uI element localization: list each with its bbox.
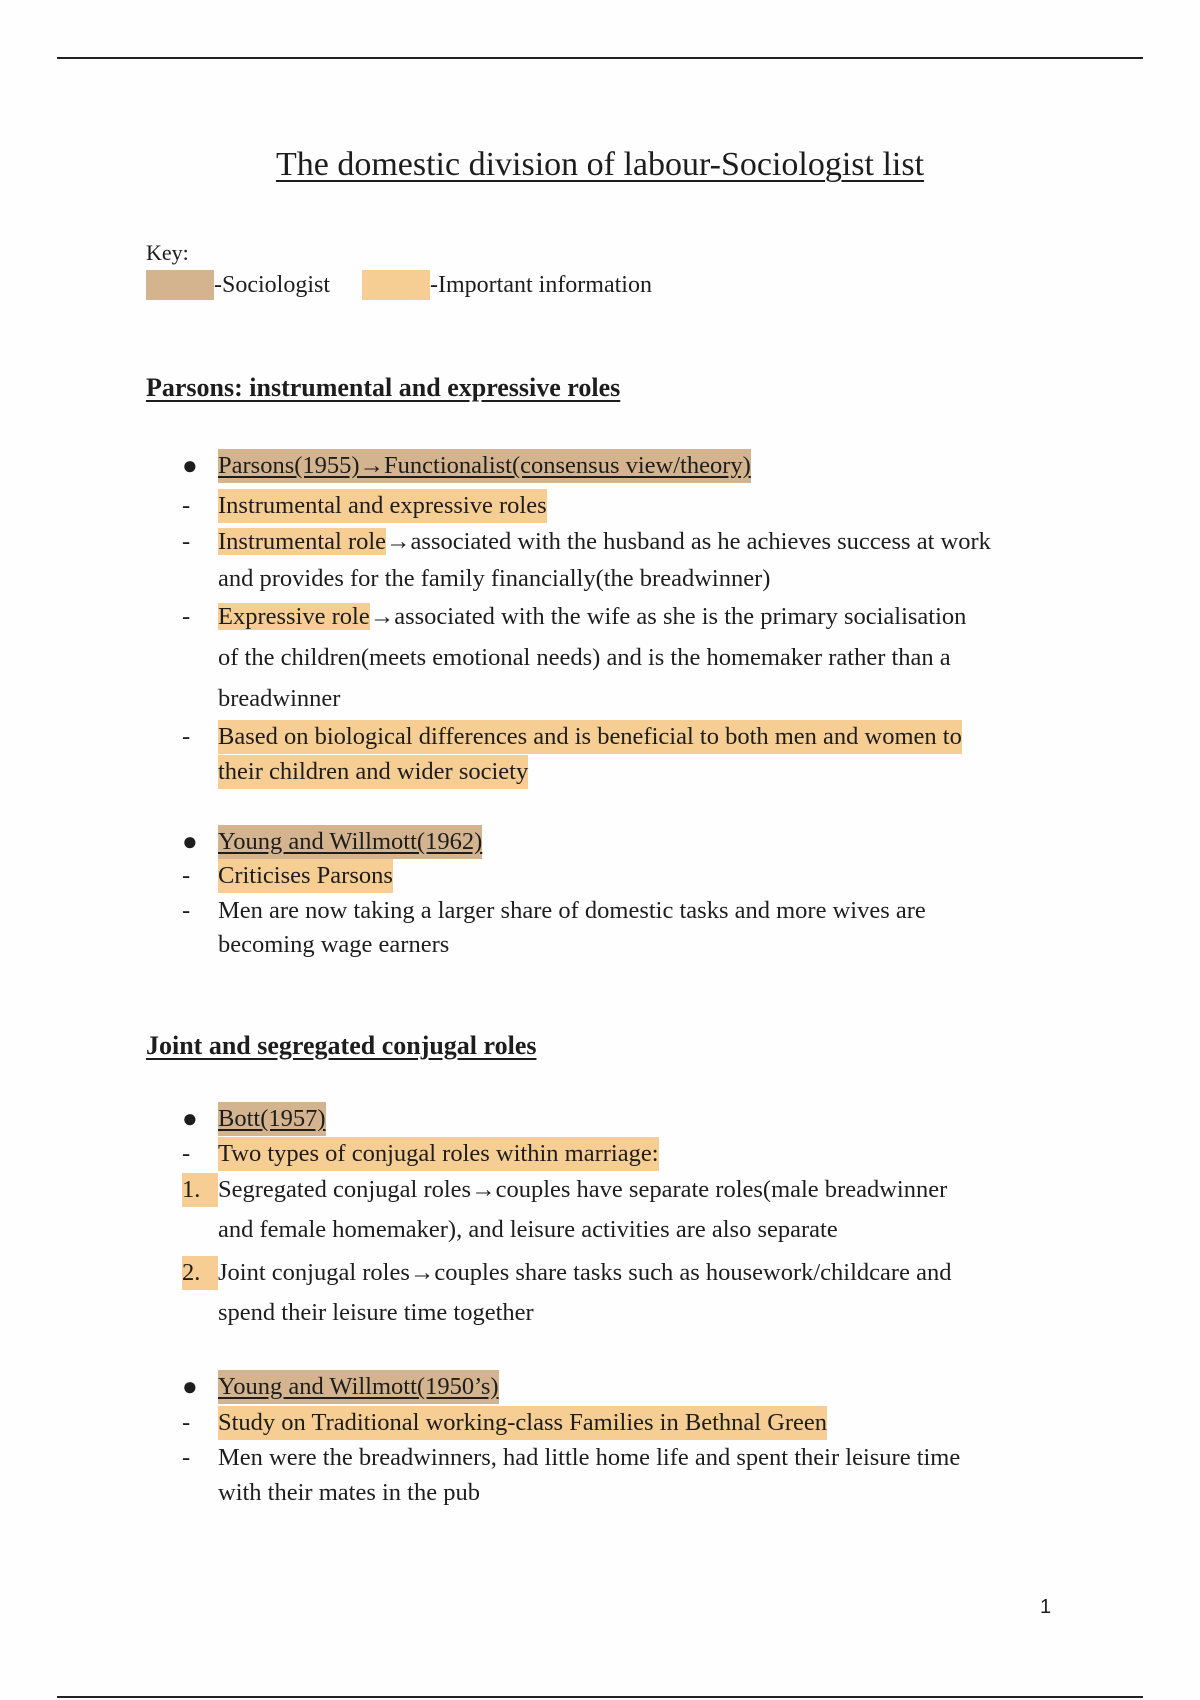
sociologist-name: Bott(1957) <box>218 1102 326 1136</box>
body-text: becoming wage earners <box>218 931 450 958</box>
sociologist-swatch <box>146 270 214 300</box>
important-text: Study on Traditional working-class Families in Bethnal Green <box>218 1406 827 1440</box>
number-marker: 2. <box>182 1256 218 1290</box>
dash-marker: - <box>182 897 191 924</box>
body-text: and female homemaker), and leisure activities are also separate <box>218 1216 838 1243</box>
dash-marker: - <box>182 528 191 555</box>
body-text: spend their leisure time together <box>218 1299 534 1326</box>
body-text: Joint conjugal roles→couples share tasks such as housework/childcare and <box>218 1259 952 1286</box>
body-text: →associated with the husband as he achieves success at work <box>386 528 991 555</box>
key-label: Key: <box>146 240 189 265</box>
top-rule <box>57 57 1143 59</box>
body-text: of the children(meets emotional needs) and is the homemaker rather than a <box>218 644 951 671</box>
dash-marker: - <box>182 723 191 750</box>
bullet-marker: ● <box>182 451 198 480</box>
important-text: Two types of conjugal roles within marriage: <box>218 1137 659 1171</box>
body-text: Men were the breadwinners, had little home life and spent their leisure time <box>218 1444 961 1471</box>
dash-marker: - <box>182 862 191 889</box>
bullet-marker: ● <box>182 1104 198 1133</box>
body-text: breadwinner <box>218 685 341 712</box>
sociologist-name: Parsons(1955)→Functionalist(consensus view/theory) <box>218 449 751 483</box>
important-text: Expressive role <box>218 603 370 630</box>
body-text: and provides for the family financially(the breadwinner) <box>218 565 771 592</box>
sociologist-name: Young and Willmott(1950’s) <box>218 1370 499 1404</box>
body-text: →associated with the wife as she is the primary socialisation <box>369 603 967 630</box>
body-text: Men are now taking a larger share of domestic tasks and more wives are <box>218 897 926 924</box>
dash-marker: - <box>182 1409 191 1436</box>
section-heading-conjugal: Joint and segregated conjugal roles <box>146 1031 537 1060</box>
dash-marker: - <box>182 1444 191 1471</box>
important-swatch <box>362 270 430 300</box>
sociologist-key-text: -Sociologist <box>214 271 331 298</box>
important-text: Based on biological differences and is beneficial to both men and women to <box>218 720 962 754</box>
important-text: Instrumental and expressive roles <box>218 489 547 523</box>
important-text: their children and wider society <box>218 755 528 789</box>
list-text <box>218 600 966 634</box>
section-heading-parsons: Parsons: instrumental and expressive roles <box>146 373 621 402</box>
key-legend <box>146 270 652 300</box>
important-text: Instrumental role <box>218 528 387 555</box>
list-text <box>218 525 991 559</box>
body-text: with their mates in the pub <box>218 1479 480 1506</box>
sociologist-name: Young and Willmott(1962) <box>218 825 482 859</box>
important-key-text: -Important information <box>430 271 652 298</box>
page-title: The domestic division of labour-Sociologist list <box>275 146 925 183</box>
body-text: Segregated conjugal roles→couples have separate roles(male breadwinner <box>218 1176 948 1203</box>
page-number: 1 <box>1040 1596 1052 1618</box>
bottom-rule <box>57 1696 1143 1698</box>
dash-marker: - <box>182 603 191 630</box>
bullet-marker: ● <box>182 827 198 856</box>
important-text: Criticises Parsons <box>218 859 393 893</box>
dash-marker: - <box>182 492 191 519</box>
number-marker: 1. <box>182 1173 218 1207</box>
dash-marker: - <box>182 1140 191 1167</box>
bullet-marker: ● <box>182 1372 198 1401</box>
